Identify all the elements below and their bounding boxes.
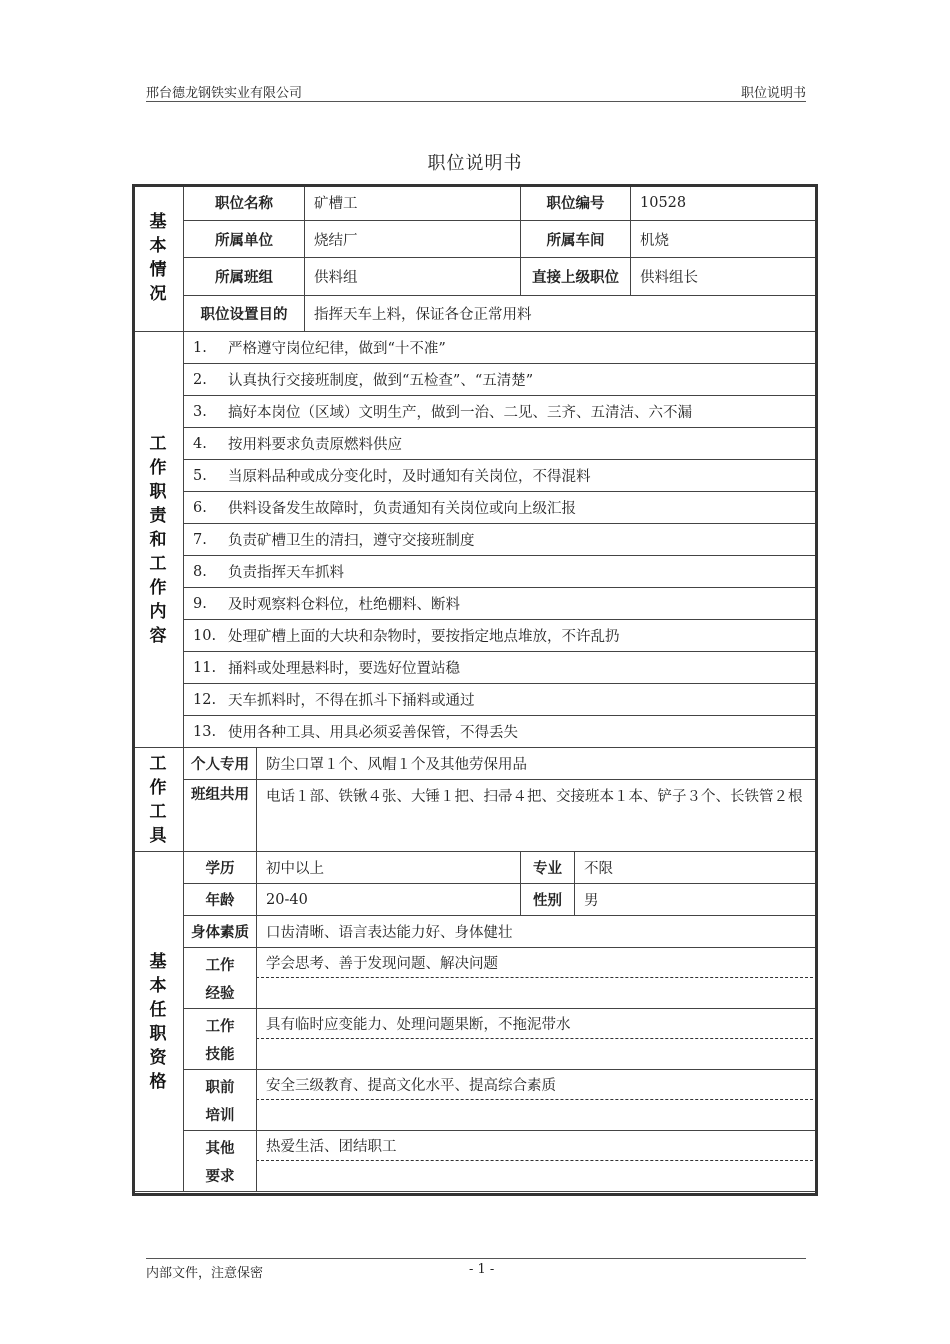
superior-label: 直接上级职位	[520, 257, 631, 296]
major-label: 专业	[520, 851, 575, 884]
duty-item: 12. 天车抓料时，不得在抓斗下捅料或通过	[183, 683, 818, 716]
gender-value: 男	[574, 883, 818, 916]
personal-tools-value: 防尘口罩１个、风帽１个及其他劳保用品	[256, 747, 818, 780]
footer-divider	[146, 1258, 806, 1259]
experience-value: 学会思考、善于发现问题、解决问题	[256, 947, 818, 978]
team-value: 供料组	[304, 257, 521, 296]
training-blank-line	[256, 1099, 818, 1131]
position-name-value: 矿槽工	[304, 184, 521, 221]
gender-label: 性别	[520, 883, 575, 916]
duty-item: 10. 处理矿槽上面的大块和杂物时，要按指定地点堆放，不许乱扔	[183, 619, 818, 652]
workshop-value: 机烧	[630, 220, 818, 258]
page-header-company: 邢台德龙钢铁实业有限公司	[146, 86, 303, 101]
team-label: 所属班组	[183, 257, 305, 296]
duty-item: 13. 使用各种工具、用具必须妥善保管，不得丢失	[183, 715, 818, 748]
footer-confidential-note: 内部文件，注意保密	[146, 1266, 264, 1281]
duty-item: 2. 认真执行交接班制度，做到“五检查”、“五清楚”	[183, 363, 818, 396]
education-label: 学历	[183, 851, 257, 884]
duty-item: 1. 严格遵守岗位纪律，做到“十不准”	[183, 331, 818, 364]
page-header-doctype: 职位说明书	[740, 86, 806, 101]
education-value: 初中以上	[256, 851, 521, 884]
position-name-label: 职位名称	[183, 184, 305, 221]
duties-category: 工 作 职 责 和 工 作 内 容	[132, 331, 184, 748]
document-title: 职位说明书	[427, 153, 523, 174]
duty-item: 7. 负责矿槽卫生的清扫，遵守交接班制度	[183, 523, 818, 556]
position-no-value: 10528	[630, 184, 818, 221]
workshop-label: 所属车间	[520, 220, 631, 258]
purpose-label: 职位设置目的	[183, 295, 305, 332]
experience-blank-line	[256, 977, 818, 1009]
other-blank-line	[256, 1160, 818, 1192]
page-number: - 1 -	[469, 1262, 495, 1277]
unit-label: 所属单位	[183, 220, 305, 258]
duty-item: 8. 负责指挥天车抓料	[183, 555, 818, 588]
qualifications-category: 基 本 任 职 资 格	[132, 851, 184, 1192]
physical-label: 身体素质	[183, 915, 257, 948]
experience-label: 工作 经验	[183, 947, 257, 1009]
personal-tools-label: 个人专用	[183, 747, 257, 780]
duty-item: 6. 供料设备发生故障时，负责通知有关岗位或向上级汇报	[183, 491, 818, 524]
skill-blank-line	[256, 1038, 818, 1070]
basic-info-category: 基 本 情 况	[132, 184, 184, 332]
position-no-label: 职位编号	[520, 184, 631, 221]
duty-item: 9. 及时观察料仓料位，杜绝棚料、断料	[183, 587, 818, 620]
team-tools-label: 班组共用	[183, 779, 257, 852]
duty-item: 4. 按用料要求负责原燃料供应	[183, 427, 818, 460]
unit-value: 烧结厂	[304, 220, 521, 258]
training-label: 职前 培训	[183, 1069, 257, 1131]
purpose-value: 指挥天车上料，保证各仓正常用料	[304, 295, 818, 332]
other-label: 其他 要求	[183, 1130, 257, 1192]
age-label: 年龄	[183, 883, 257, 916]
skill-label: 工作 技能	[183, 1008, 257, 1070]
training-value: 安全三级教育、提高文化水平、提高综合素质	[256, 1069, 818, 1100]
physical-value: 口齿清晰、语言表达能力好、身体健壮	[256, 915, 818, 948]
duty-item: 5. 当原料品种或成分变化时，及时通知有关岗位，不得混料	[183, 459, 818, 492]
major-value: 不限	[574, 851, 818, 884]
duty-item: 3. 搞好本岗位（区域）文明生产，做到一治、二见、三齐、五清洁、六不漏	[183, 395, 818, 428]
age-value: 20-40	[256, 883, 521, 916]
job-description-table	[132, 184, 818, 1196]
skill-value: 具有临时应变能力、处理问题果断，不拖泥带水	[256, 1008, 818, 1039]
tools-category: 工 作 工 具	[132, 747, 184, 852]
duty-item: 11. 捅料或处理悬料时，要选好位置站稳	[183, 651, 818, 684]
team-tools-value: 电话１部、铁锹４张、大锤１把、扫帚４把、交接班本１本、铲子３个、长铁管２根	[256, 779, 818, 852]
other-value: 热爱生活、团结职工	[256, 1130, 818, 1161]
superior-value: 供料组长	[630, 257, 818, 296]
header-divider	[146, 101, 806, 102]
